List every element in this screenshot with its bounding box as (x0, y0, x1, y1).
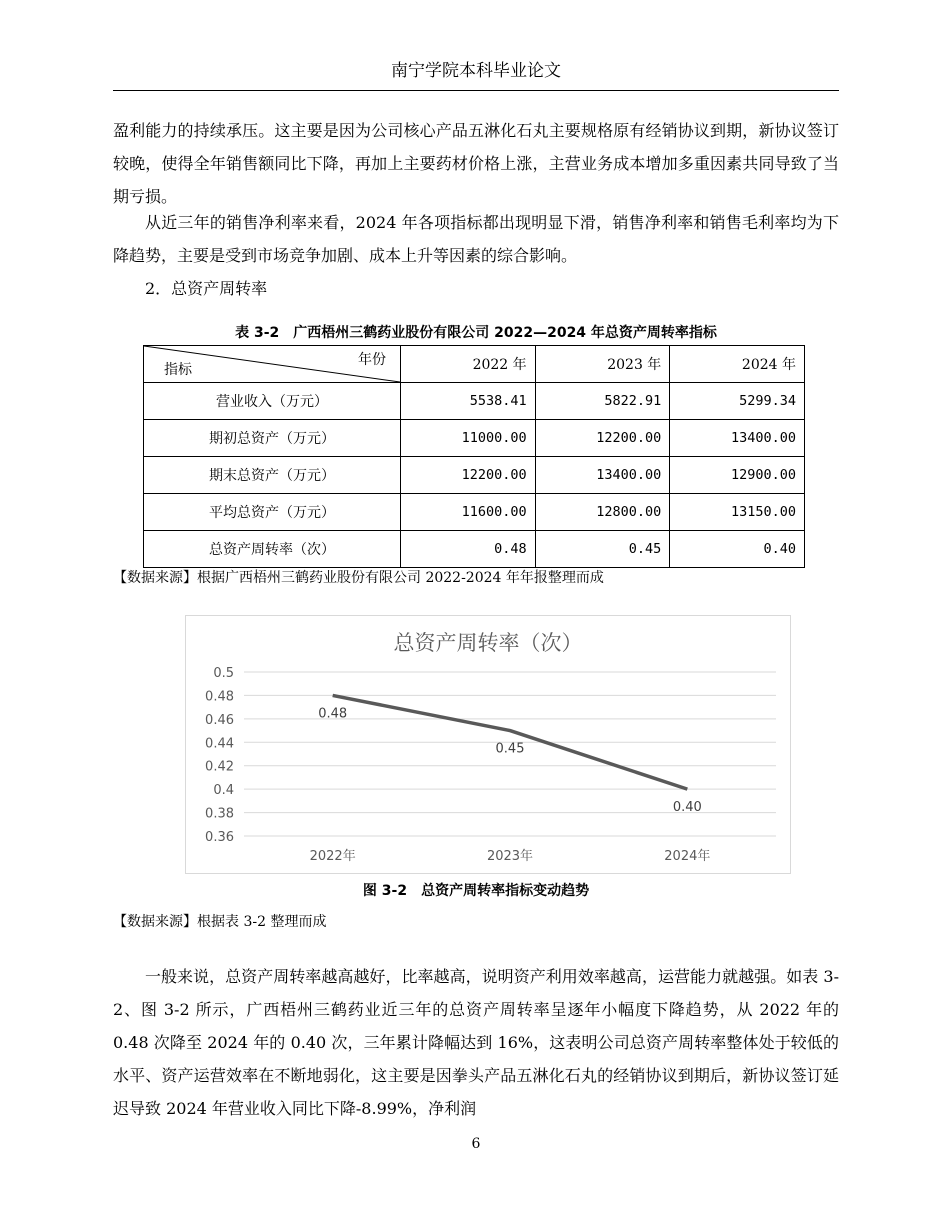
table-cell: 11600.00 (401, 494, 536, 531)
x-tick-label: 2022年 (309, 849, 356, 864)
header-rule (113, 90, 839, 91)
table-cell: 13400.00 (670, 420, 805, 457)
figure-source-note: 【数据来源】根据表 3-2 整理而成 (113, 914, 327, 930)
table-cell: 5299.34 (670, 383, 805, 420)
row-label: 期初总资产（万元） (144, 420, 401, 457)
table-cell: 13400.00 (535, 457, 670, 494)
table-cell: 11000.00 (401, 420, 536, 457)
row-label: 总资产周转率（次） (144, 531, 401, 568)
table-row (144, 457, 805, 494)
y-tick-label: 0.38 (205, 806, 234, 822)
x-tick-label: 2023年 (486, 849, 534, 864)
corner-year-label: 年份 (358, 352, 386, 368)
table-cell: 13150.00 (670, 494, 805, 531)
page-header: 南宁学院本科毕业论文 (391, 61, 561, 81)
table-cell: 0.45 (535, 531, 670, 568)
y-tick-label: 0.5 (213, 666, 234, 681)
data-label: 0.40 (672, 800, 702, 816)
table-cell: 5822.91 (535, 383, 670, 420)
y-tick-label: 0.46 (205, 712, 234, 728)
turnover-table (143, 345, 805, 568)
chart-x-axis (310, 848, 711, 864)
chart-svg (186, 616, 790, 873)
corner-indicator-label: 指标 (164, 362, 192, 378)
turnover-chart (185, 615, 791, 874)
body-section-4 (113, 960, 839, 1125)
table-row (144, 383, 805, 420)
figure-caption: 图 3-2 总资产周转率指标变动趋势 (362, 883, 590, 899)
y-tick-label: 0.48 (205, 689, 234, 705)
data-label: 0.48 (318, 706, 348, 722)
year-header: 2023 年 (535, 346, 670, 383)
table-row (144, 531, 805, 568)
chart-data-labels (318, 706, 702, 815)
table-corner-cell (144, 346, 401, 383)
table-cell: 0.40 (670, 531, 805, 568)
table-header-row (144, 346, 805, 383)
table-cell: 12900.00 (670, 457, 805, 494)
chart-y-axis (205, 666, 234, 845)
table-cell: 5538.41 (401, 383, 536, 420)
body-section-3 (113, 272, 839, 305)
y-tick-label: 0.44 (205, 736, 234, 752)
row-label: 营业收入（万元） (144, 383, 401, 420)
y-tick-label: 0.4 (213, 783, 234, 799)
chart-title: 总资产周转率（次） (393, 631, 583, 655)
row-label: 期末总资产（万元） (144, 457, 401, 494)
table-row (144, 420, 805, 457)
year-header: 2022 年 (401, 346, 536, 383)
body-section-1 (113, 114, 839, 213)
table-row (144, 494, 805, 531)
table-source-note: 【数据来源】根据广西梧州三鹤药业股份有限公司 2022-2024 年年报整理而成 (113, 570, 604, 586)
body-section-2 (113, 206, 839, 272)
y-tick-label: 0.36 (205, 830, 234, 845)
table-cell: 0.48 (401, 531, 536, 568)
y-tick-label: 0.42 (205, 759, 234, 775)
table-cell: 12800.00 (535, 494, 670, 531)
data-label: 0.45 (495, 741, 525, 757)
row-label: 平均总资产（万元） (144, 494, 401, 531)
page-number: 6 (471, 1136, 481, 1152)
x-tick-label: 2024年 (664, 849, 711, 864)
year-header: 2024 年 (670, 346, 805, 383)
table-caption: 表 3-2 广西梧州三鹤药业股份有限公司 2022—2024 年总资产周转率指标 (235, 325, 717, 341)
paragraph-1: 盈利能力的持续承压。这主要是因为公司核心产品五淋化石丸主要规格原有经销协议到期，新协议签订较晚，使得全年销售额同比下降，再加上主要药材价格上涨，主营业务成本增加多重因素共同导致了当期亏损。 (113, 121, 839, 206)
table-cell: 12200.00 (401, 457, 536, 494)
paragraph-2: 从近三年的销售净利率来看，2024 年各项指标都出现明显下滑，销售净利率和销售毛利率均为下降趋势，主要是受到市场竞争加剧、成本上升等因素的综合影响。 (113, 213, 839, 265)
section-heading: 2．总资产周转率 (145, 279, 268, 298)
paragraph-4: 一般来说，总资产周转率越高越好，比率越高，说明资产利用效率越高，运营能力就越强。如表 3-2、图 3-2 所示，广西梧州三鹤药业近三年的总资产周转率呈逐年小幅度下降趋势，从 2022 年的 0.48 次降至 2024 年的 0.40 次，三年累计降幅达到 16%，这表明公司总资产周转率整体处于较低的水平、资产运营效率在不断地弱化，这主要是因拳头产品五淋化石丸的经销协议到期后，新协议签订延迟导致 2024 年营业收入同比下降-8.99%，净利润 (113, 967, 839, 1118)
table-cell: 12200.00 (535, 420, 670, 457)
